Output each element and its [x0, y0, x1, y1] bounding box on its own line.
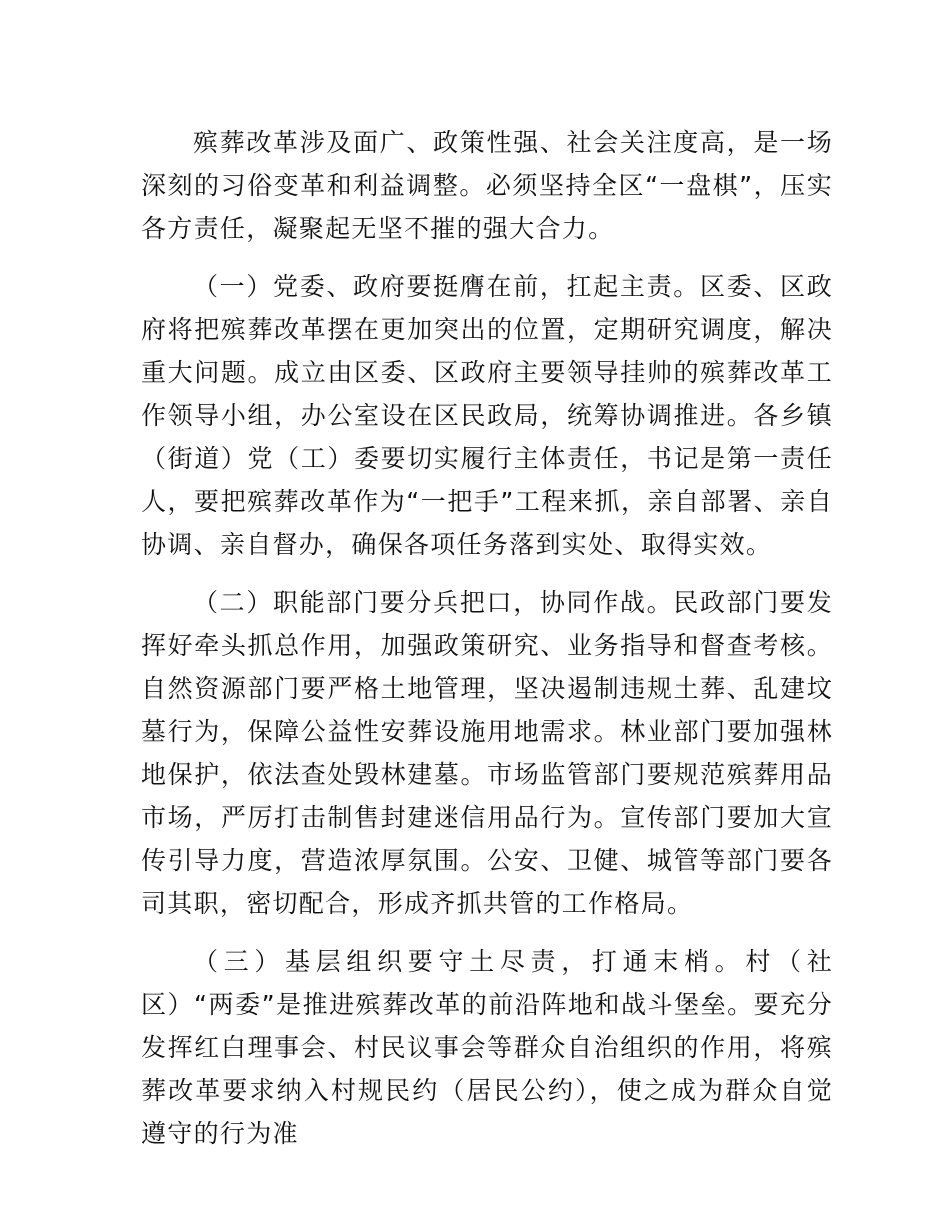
paragraph-party-government: （一）党委、政府要挺膺在前，扛起主责。区委、区政府将把殡葬改革摆在更加突出的位置，定期研究调度，解决重大问题。成立由区委、区政府主要领导挂帅的殡葬改革工作领导小组，办公室设在区民政局，统筹协调推进。各乡镇（街道）党（工）委要切实履行主体责任，书记是第一责任人，要把殡葬改革作为“一把手”工程来抓，亲自部署、亲自协调、亲自督办，确保各项任务落到实处、取得实效。	[141, 272, 833, 559]
document-body	[141, 121, 833, 1170]
paragraph-intro: 殡葬改革涉及面广、政策性强、社会关注度高，是一场深刻的习俗变革和利益调整。必须坚持全区“一盘棋”，压实各方责任，凝聚起无坚不摧的强大合力。	[141, 128, 833, 243]
paragraph-functional-departments: （二）职能部门要分兵把口，协同作战。民政部门要发挥好牵头抓总作用，加强政策研究、业务指导和督查考核。自然资源部门要严格土地管理，坚决遏制违规土葬、乱建坟墓行为，保障公益性安葬设施用地需求。林业部门要加强林地保护，依法查处毁林建墓。市场监管部门要规范殡葬用品市场，严厉打击制售封建迷信用品行为。宣传部门要加大宣传引导力度，营造浓厚氛围。公安、卫健、城管等部门要各司其职，密切配合，形成齐抓共管的工作格局。	[141, 588, 833, 918]
paragraph-grassroots: （三）基层组织要守土尽责，打通末梢。村（社区）“两委”是推进殡葬改革的前沿阵地和战斗堡垒。要充分发挥红白理事会、村民议事会等群众自治组织的作用，将殡葬改革要求纳入村规民约（居民公约），使之成为群众自觉遵守的行为准	[141, 947, 833, 1148]
